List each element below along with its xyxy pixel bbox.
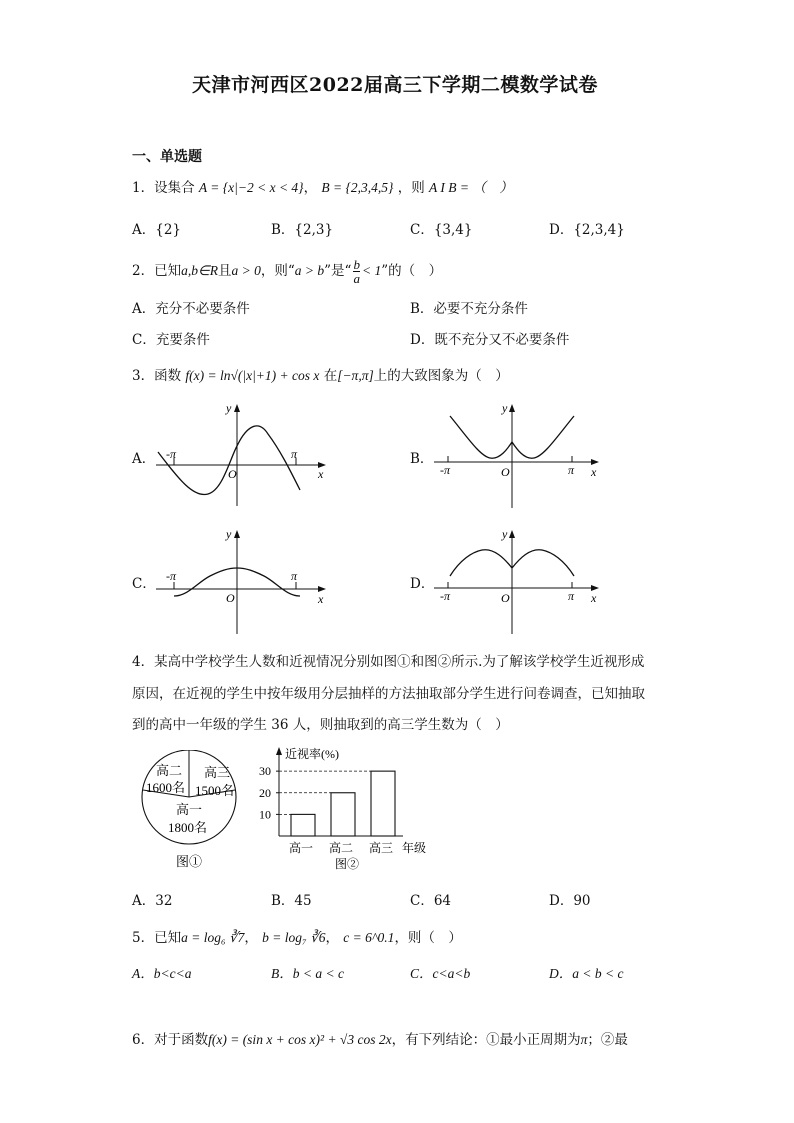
q3-graph-a xyxy=(148,398,333,510)
q3-option-d-label: D． xyxy=(410,576,435,592)
question-6 xyxy=(132,1028,628,1048)
section-heading: 一、单选题 xyxy=(132,149,202,165)
q3-option-b-label: B． xyxy=(410,451,434,467)
bar-ylabel: 近视率(%) xyxy=(285,747,339,761)
question-1: 1．设集合 A = {x|−2 < x < 4}， B = {2,3,4,5} ，则 A I B = （ ） xyxy=(132,180,513,196)
q3-option-c-label: C． xyxy=(132,576,156,592)
bar-category-label: 高二 xyxy=(329,841,354,855)
label-x: x xyxy=(591,465,597,479)
q2-lt1: < 1 xyxy=(361,263,382,278)
q2-fraction xyxy=(353,258,360,285)
q4-pie-chart xyxy=(132,750,252,875)
q3-mid: 在 xyxy=(323,368,338,384)
label-y: y xyxy=(226,527,232,541)
q5-option-c: C．c<a<b xyxy=(410,966,471,981)
label-neg-pi: -π xyxy=(440,589,451,603)
bar xyxy=(291,814,315,836)
q4-option-d: D．90 xyxy=(549,893,591,909)
pie-label-grade-1: 高一 xyxy=(176,802,203,817)
q1-option-b: B．{2,3} xyxy=(271,222,334,238)
q4-option-a: A．32 xyxy=(132,893,173,909)
q3-graph-d xyxy=(428,524,613,636)
q1-option-a: A．{2} xyxy=(132,222,182,238)
label-pi: π xyxy=(568,463,575,477)
bar-ytick-label: 20 xyxy=(259,785,271,800)
q6-func: f(x) = (sin x + cos x)² + √3 cos 2x xyxy=(208,1032,392,1047)
q4-option-c: C．64 xyxy=(410,893,452,909)
bar-category-label: 高三 xyxy=(369,841,394,855)
q2-end: ”的（ ） xyxy=(381,263,443,279)
label-y: y xyxy=(502,401,508,415)
bar-caption: 图② xyxy=(335,857,360,871)
q2-option-c: C．充要条件 xyxy=(132,332,210,348)
q2-mid3: ”是“ xyxy=(324,263,352,279)
q3-interval: [−π,π] xyxy=(337,368,374,383)
label-pi: π xyxy=(291,447,298,461)
q6-pi: π xyxy=(580,1032,588,1047)
pie-caption: 图① xyxy=(176,854,203,869)
q1-set-b: B = {2,3,4,5} xyxy=(321,180,394,195)
bar-ytick-label: 10 xyxy=(259,807,271,822)
q2-option-a: A．充分不必要条件 xyxy=(132,301,250,317)
label-x: x xyxy=(318,467,324,481)
q2-cond2: a > 0 xyxy=(231,263,261,278)
question-2 xyxy=(132,258,442,285)
question-3 xyxy=(132,364,509,384)
q5-end: ，则（ ） xyxy=(394,930,462,946)
q2-mid1: 且 xyxy=(217,263,232,279)
q6-tail: ；②最 xyxy=(587,1032,628,1048)
label-origin: O xyxy=(501,591,510,605)
q5-c: c = 6^0.1 xyxy=(343,930,395,945)
question-5: 5．已知a = log₆ ∛7， b = log₇ ∛6， c = 6^0.1，则（ ） xyxy=(132,930,462,946)
curve xyxy=(158,426,300,495)
bar-xlabel: 年级 xyxy=(402,841,427,855)
q2-mid2: ，则“ xyxy=(260,263,295,279)
q5-option-a: A．b<c<a xyxy=(132,966,192,981)
q3-func: f(x) = ln√(|x|+1) + cos x xyxy=(185,368,320,383)
q4-line-2: 原因，在近视的学生中按年级用分层抽样的方法抽取部分学生进行问卷调查，已知抽取 xyxy=(132,686,645,702)
label-origin: O xyxy=(228,467,237,481)
page-title: 天津市河西区2022届高三下学期二模数学试卷 xyxy=(192,74,598,96)
q5-option-b: B．b < a < c xyxy=(271,966,344,981)
q4-option-b: B．45 xyxy=(271,893,312,909)
label-neg-pi: -π xyxy=(166,569,177,583)
q2-frac-num: b xyxy=(353,257,360,272)
label-neg-pi: -π xyxy=(166,447,177,461)
q5-prefix: 5．已知 xyxy=(132,930,182,946)
q2-cond1: a,b∈R xyxy=(181,263,218,278)
label-x: x xyxy=(318,592,324,606)
y-axis-arrow xyxy=(509,404,515,412)
q2-prefix: 2．已知 xyxy=(132,263,182,279)
pie-label-count-2: 1600名 xyxy=(146,780,186,795)
q1-option-c: C．{3,4} xyxy=(410,222,473,238)
q1-expr: A I B = （ ） xyxy=(429,180,513,195)
q5-option-d: D．a < b < c xyxy=(549,966,624,981)
q1-option-d: D．{2,3,4} xyxy=(549,222,625,238)
q3-prefix: 3．函数 xyxy=(132,368,182,384)
bar-category-label: 高一 xyxy=(289,841,314,855)
q6-rest: ，有下列结论：①最小正周期为 xyxy=(391,1032,581,1048)
label-neg-pi: -π xyxy=(440,463,451,477)
pie-label-grade-3: 高三 xyxy=(204,765,231,780)
q6-prefix: 6．对于函数 xyxy=(132,1032,209,1048)
label-origin: O xyxy=(226,591,235,605)
label-y: y xyxy=(226,401,232,415)
bar-y-axis-arrow xyxy=(276,747,282,755)
q1-ask: ，则 xyxy=(397,180,425,196)
q4-bar-chart xyxy=(255,742,440,876)
bar xyxy=(331,793,355,836)
q5-b: b = log₇ ∛6 xyxy=(262,930,326,945)
q3-graph-c xyxy=(148,524,333,636)
y-axis-arrow xyxy=(509,530,515,538)
label-pi: π xyxy=(291,569,298,583)
bar-ytick-label: 30 xyxy=(259,764,271,779)
q3-graph-b xyxy=(428,398,613,510)
q2-ab: a > b xyxy=(294,263,325,278)
q1-set-a: A = {x|−2 < x < 4} xyxy=(198,180,304,195)
pie-label-count-3: 1500名 xyxy=(195,783,235,798)
q2-frac-den: a xyxy=(353,271,360,286)
bar xyxy=(371,771,395,836)
q3-option-a-label: A． xyxy=(132,451,156,467)
y-axis-arrow xyxy=(234,530,240,538)
label-x: x xyxy=(591,591,597,605)
pie-label-count-1: 1800名 xyxy=(168,820,208,835)
q4-line-3: 到的高中一年级的学生 36 人，则抽取到的高三学生数为（ ） xyxy=(132,717,509,733)
q2-option-b: B．必要不充分条件 xyxy=(410,301,528,317)
q5-a: a = log₆ ∛7 xyxy=(181,930,245,945)
label-origin: O xyxy=(501,465,510,479)
pie-label-grade-2: 高二 xyxy=(156,763,183,778)
label-y: y xyxy=(502,527,508,541)
y-axis-arrow xyxy=(234,404,240,412)
q4-line-1: 4．某高中学校学生人数和近视情况分别如图①和图②所示.为了解该学校学生近视形成 xyxy=(132,654,645,670)
q2-option-d: D．既不充分又不必要条件 xyxy=(410,332,570,348)
label-pi: π xyxy=(568,589,575,603)
q3-end: 上的大致图象为（ ） xyxy=(373,368,509,384)
q1-prefix: 1．设集合 xyxy=(132,180,195,196)
